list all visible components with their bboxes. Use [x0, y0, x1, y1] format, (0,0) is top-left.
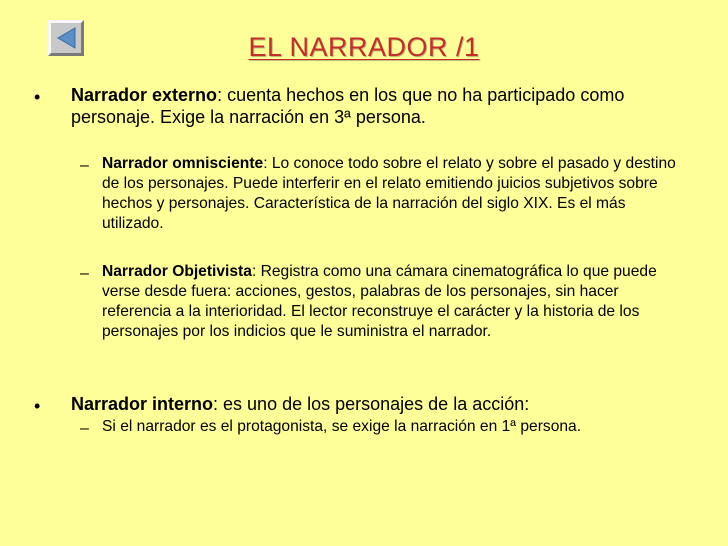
list-item-narrador-omnisciente	[102, 154, 682, 234]
list-item-primera-persona	[102, 417, 682, 437]
item-text: : Lo conoce todo sobre el relato y sobre el pasado y destino de los personajes. Puede interferir en el relato emitiendo juicios subjetivos sobre hechos y personajes. Característica de la narración del siglo XIX. Es el más utilizado.	[102, 155, 676, 232]
list-item-narrador-interno	[71, 393, 671, 415]
dash-icon: –	[80, 420, 89, 437]
dash-icon: –	[80, 265, 89, 282]
item-text: : cuenta hechos en los que no ha participado como personaje. Exige la narración en 3ª persona.	[71, 85, 625, 127]
term-label: Narrador Objetivista	[102, 263, 252, 280]
item-text: : es uno de los personajes de la acción:	[213, 394, 530, 414]
term-label: Narrador omnisciente	[102, 155, 264, 172]
item-text: : Registra como una cámara cinematográfica lo que puede verse desde fuera: acciones, gestos, palabras de los personajes, sin hacer referencia a la interioridad. El lector reconstruye el carácter y la historia de los personajes por los indicios que le suministra el narrador.	[102, 263, 657, 340]
list-item-narrador-objetivista	[102, 262, 682, 342]
bullet-icon: •	[34, 396, 41, 416]
list-item-narrador-externo	[71, 84, 671, 128]
term-label: Narrador interno	[71, 394, 214, 414]
page-title: EL NARRADOR /1	[248, 32, 480, 62]
item-text: Si el narrador es el protagonista, se exige la narración en 1ª persona.	[102, 418, 582, 435]
bullet-icon: •	[34, 87, 41, 107]
dash-icon: –	[80, 157, 89, 174]
term-label: Narrador externo	[71, 85, 218, 105]
